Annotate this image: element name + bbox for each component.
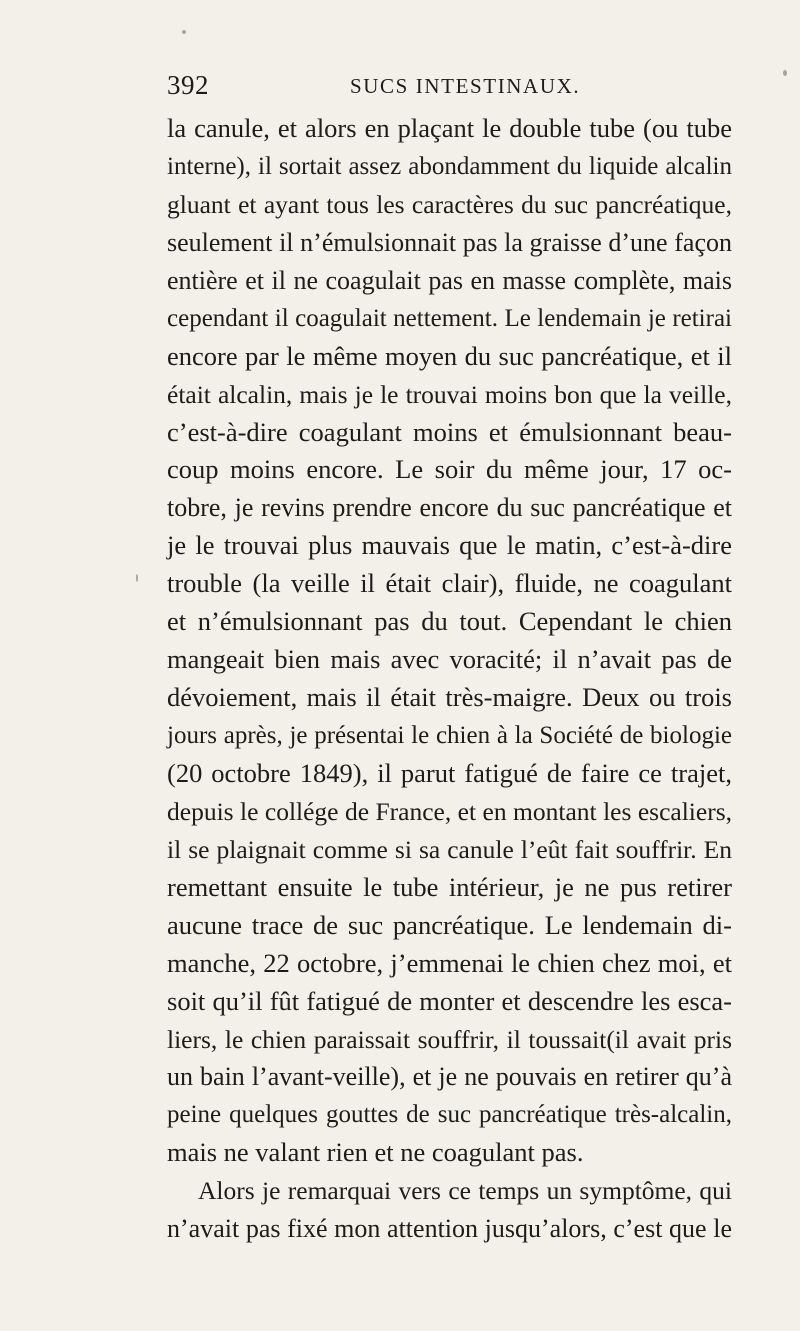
text-line: interne), il sortait assez abondamment du liquide alcalin bbox=[167, 152, 732, 180]
text-line: entière et il ne coagulait pas en masse complète, mais bbox=[167, 265, 732, 295]
text-line: c’est-à-dire coagulant moins et émulsionnant beau- bbox=[167, 416, 732, 447]
text-line: mangeait bien mais avec voracité; il n’avait pas de bbox=[167, 644, 732, 675]
page-header bbox=[167, 70, 732, 104]
text-line: seulement il n’émulsionnait pas la graisse d’une façon bbox=[167, 227, 732, 257]
paper-speck bbox=[783, 70, 787, 76]
text-line: peine quelques gouttes de suc pancréatique très-alcalin, bbox=[167, 1101, 732, 1129]
text-line: était alcalin, mais je le trouvai moins bon que la veille, bbox=[167, 379, 732, 409]
text-line: aucune trace de suc pancréatique. Le lendemain di- bbox=[167, 909, 732, 940]
text-line: je le trouvai plus mauvais que le matin, c’est-à-dire bbox=[167, 530, 732, 561]
text-line: un bain l’avant-veille), et je ne pouvais en retirer qu’à bbox=[167, 1062, 732, 1092]
text-line: (20 octobre 1849), il parut fatigué de faire ce trajet, bbox=[167, 757, 732, 788]
paper-speck bbox=[182, 30, 186, 34]
text-line: trouble (la veille il était clair), fluide, ne coagulant bbox=[167, 568, 732, 599]
text-line: et n’émulsionnant pas du tout. Cependant le chien bbox=[167, 606, 732, 637]
text-line: soit qu’il fût fatigué de monter et descendre les esca- bbox=[167, 985, 732, 1016]
text-line: remettant ensuite le tube intérieur, je ne pus retirer bbox=[167, 871, 732, 902]
text-line: manche, 22 octobre, j’emmenai le chien chez moi, et bbox=[167, 947, 732, 978]
text-line: jours après, je présentai le chien à la Société de biologie bbox=[167, 722, 732, 749]
text-line: tobre, je revins prendre encore du suc pancréatique et bbox=[167, 493, 732, 523]
paragraph-end-line: mais ne valant rien et ne coagulant pas. bbox=[167, 1137, 584, 1168]
text-line: cependant il coagulait nettement. Le lendemain je retirai bbox=[167, 304, 732, 332]
text-line: il se plaignait comme si sa canule l’eût fait souffrir. En bbox=[167, 834, 732, 864]
text-line: la canule, et alors en plaçant le double tube (ou tube bbox=[167, 113, 732, 143]
body-text bbox=[167, 110, 732, 1248]
text-line: encore par le même moyen du suc pancréatique, et il bbox=[167, 340, 732, 371]
text-line: dévoiement, mais il était très-maigre. Deux ou trois bbox=[167, 682, 732, 713]
page-number: 392 bbox=[167, 70, 209, 100]
text-line: coup moins encore. Le soir du même jour, 17 oc- bbox=[167, 454, 732, 485]
paragraph-start-line: Alors je remarquai vers ce temps un symptôme, qui bbox=[198, 1176, 732, 1206]
text-line: liers, le chien paraissait souffrir, il toussait(il avait pris bbox=[167, 1024, 732, 1054]
text-line: gluant et ayant tous les caractères du suc pancréatique, bbox=[167, 189, 732, 219]
running-title: SUCS INTESTINAUX. bbox=[350, 74, 581, 98]
text-line: depuis le collége de France, et en montant les escaliers, bbox=[167, 796, 732, 826]
text-line: n’avait pas fixé mon attention jusqu’alors, c’est que le bbox=[167, 1214, 732, 1244]
paper-speck bbox=[136, 574, 138, 582]
